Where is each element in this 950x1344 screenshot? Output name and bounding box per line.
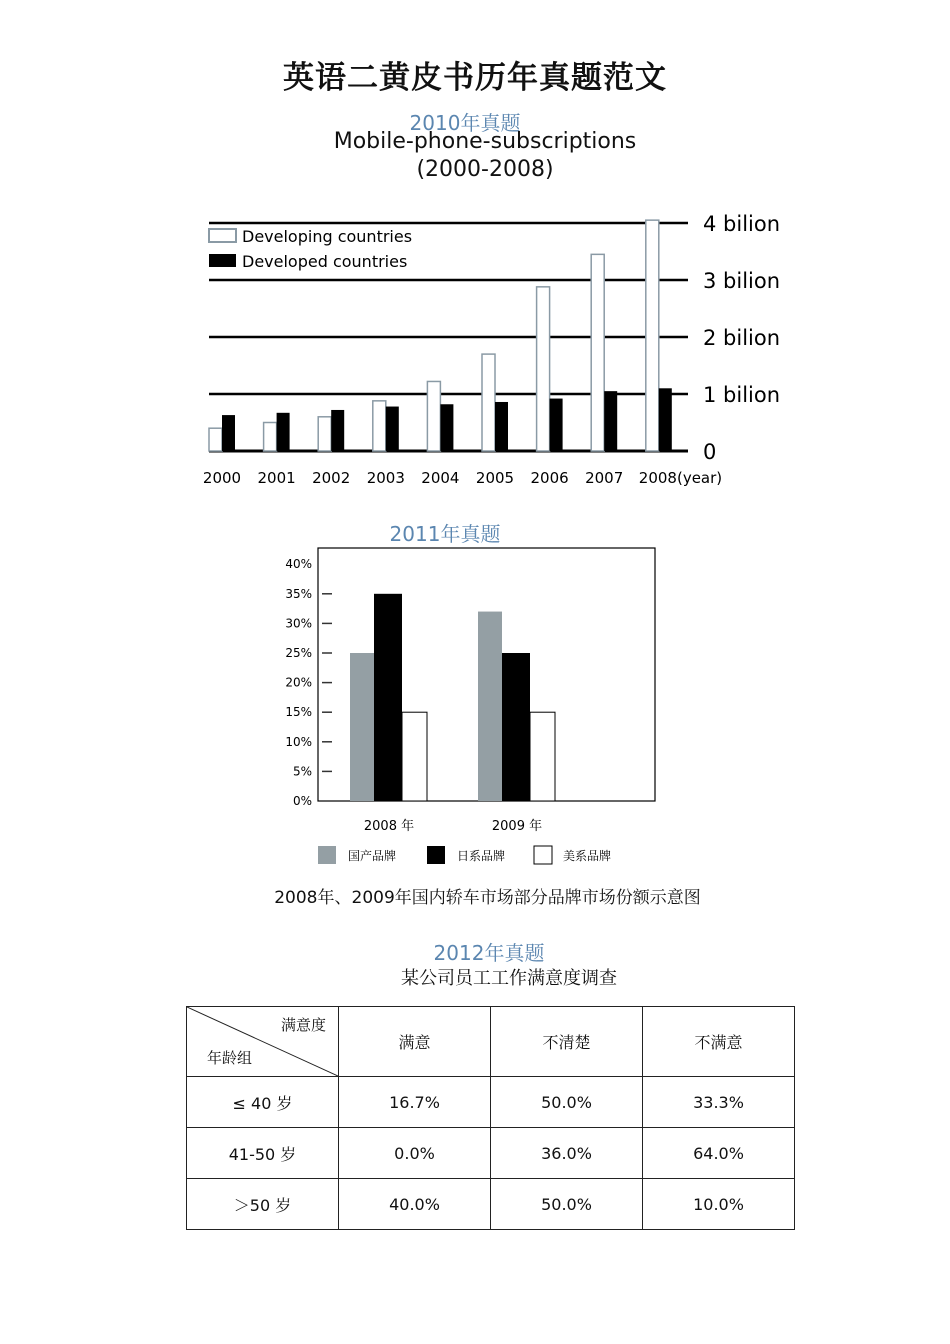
y-tick-label: 2 bilion — [703, 326, 781, 350]
bar-developed — [495, 402, 508, 451]
y-tick-label: 20% — [285, 675, 312, 690]
bar-developed — [604, 391, 617, 451]
x-tick-label: 2008(year) — [638, 469, 723, 487]
legend-swatch-domestic — [318, 846, 336, 864]
chart-subtitle-2010: (2000-2008) — [416, 157, 554, 182]
y-tick-label: 15% — [285, 705, 312, 720]
y-tick-label: 1 bilion — [703, 383, 781, 407]
header-corner-cell — [187, 1007, 339, 1077]
bar-domestic — [350, 653, 374, 801]
bar-american — [402, 712, 427, 801]
x-tick-label: 2000 — [202, 469, 242, 487]
header-corner-bottom: 年龄组 — [207, 1049, 253, 1067]
column-header: 不满意 — [643, 1007, 795, 1077]
x-tick-label: 2008 年 — [363, 819, 415, 834]
table-cell: 50.0% — [491, 1179, 643, 1230]
y-tick-label: 4 bilion — [703, 212, 781, 236]
y-tick-label: 3 bilion — [703, 269, 781, 293]
row-group-label: ≤ 40 岁 — [187, 1077, 339, 1128]
year-heading-2010: 2010年真题 — [409, 111, 521, 135]
bar-developing — [373, 401, 386, 451]
x-tick-label: 2009 年 — [491, 819, 543, 834]
year-heading-2011: 2011年真题 — [389, 522, 501, 546]
table-row — [187, 1128, 795, 1179]
legend-label-domestic: 国产品牌 — [348, 849, 397, 863]
bar-developing — [427, 381, 440, 451]
x-tick-label: 2001 — [257, 469, 296, 487]
bar-developing — [591, 254, 604, 451]
x-tick-label: 2003 — [366, 469, 405, 487]
bar-developed — [222, 415, 235, 451]
bar-developing — [264, 423, 277, 452]
chart-2011-car-market-share — [0, 540, 950, 875]
table-cell: 64.0% — [643, 1128, 795, 1179]
x-tick-label: 2007 — [585, 469, 624, 487]
chart-2010-mobile-subscriptions — [0, 195, 950, 495]
column-header: 不清楚 — [491, 1007, 643, 1077]
x-tick-label: 2002 — [312, 469, 351, 487]
legend-label-developed: Developed countries — [242, 252, 408, 271]
bar-american — [530, 712, 555, 801]
table-cell: 36.0% — [491, 1128, 643, 1179]
table-title-2012: 某公司员工工作满意度调查 — [401, 968, 617, 989]
table-cell: 16.7% — [339, 1077, 491, 1128]
y-tick-label: 0 — [703, 440, 717, 464]
y-tick-label: 25% — [285, 646, 312, 660]
y-tick-label: 5% — [292, 764, 312, 779]
legend-swatch-american — [534, 846, 552, 864]
table-cell: 0.0% — [339, 1128, 491, 1179]
document-title: 英语二黄皮书历年真题范文 — [283, 60, 667, 96]
row-group-label: ＞50 岁 — [187, 1179, 339, 1230]
legend-swatch-developed — [209, 254, 236, 267]
y-tick-label: 40% — [285, 557, 312, 572]
legend-label-developing: Developing countries — [242, 227, 413, 246]
x-tick-label: 2006 — [530, 469, 569, 487]
table-cell: 10.0% — [643, 1179, 795, 1230]
x-tick-label: 2004 — [421, 469, 460, 487]
x-tick-label: 2005 — [475, 469, 515, 487]
header-corner-top: 满意度 — [280, 1016, 326, 1034]
bar-domestic — [478, 612, 502, 801]
table-row — [187, 1179, 795, 1230]
row-group-label: 41-50 岁 — [187, 1128, 339, 1179]
year-heading-2012: 2012年真题 — [433, 941, 545, 965]
satisfaction-table — [186, 1006, 795, 1230]
bar-developing — [482, 354, 495, 451]
y-tick-label: 30% — [285, 616, 312, 631]
table-header-row — [187, 1007, 795, 1077]
legend-swatch-developing — [209, 229, 236, 242]
table-cell: 40.0% — [339, 1179, 491, 1230]
bar-developed — [277, 413, 290, 451]
table-cell: 50.0% — [491, 1077, 643, 1128]
bar-developing — [646, 220, 659, 451]
chart-caption-2011: 2008年、2009年国内轿车市场部分品牌市场份额示意图 — [274, 888, 701, 908]
bar-developed — [386, 407, 399, 451]
bar-developing — [318, 417, 331, 451]
bar-developed — [331, 410, 344, 451]
y-tick-label: 10% — [285, 734, 312, 749]
legend-swatch-japanese — [427, 846, 445, 864]
bar-developed — [550, 399, 563, 451]
legend-label-japanese: 日系品牌 — [457, 849, 506, 863]
bar-japanese — [374, 594, 402, 801]
table-row — [187, 1077, 795, 1128]
bar-developing — [209, 428, 222, 451]
column-header: 满意 — [339, 1007, 491, 1077]
chart-title-2010: Mobile-phone-subscriptions — [333, 129, 637, 154]
bar-japanese — [502, 653, 530, 801]
y-tick-label: 35% — [285, 586, 312, 601]
legend-label-american: 美系品牌 — [563, 849, 612, 863]
table-cell: 33.3% — [643, 1077, 795, 1128]
y-tick-label: 0% — [292, 794, 312, 808]
bar-developed — [440, 404, 453, 451]
bar-developing — [537, 287, 550, 451]
bar-developed — [659, 388, 672, 451]
